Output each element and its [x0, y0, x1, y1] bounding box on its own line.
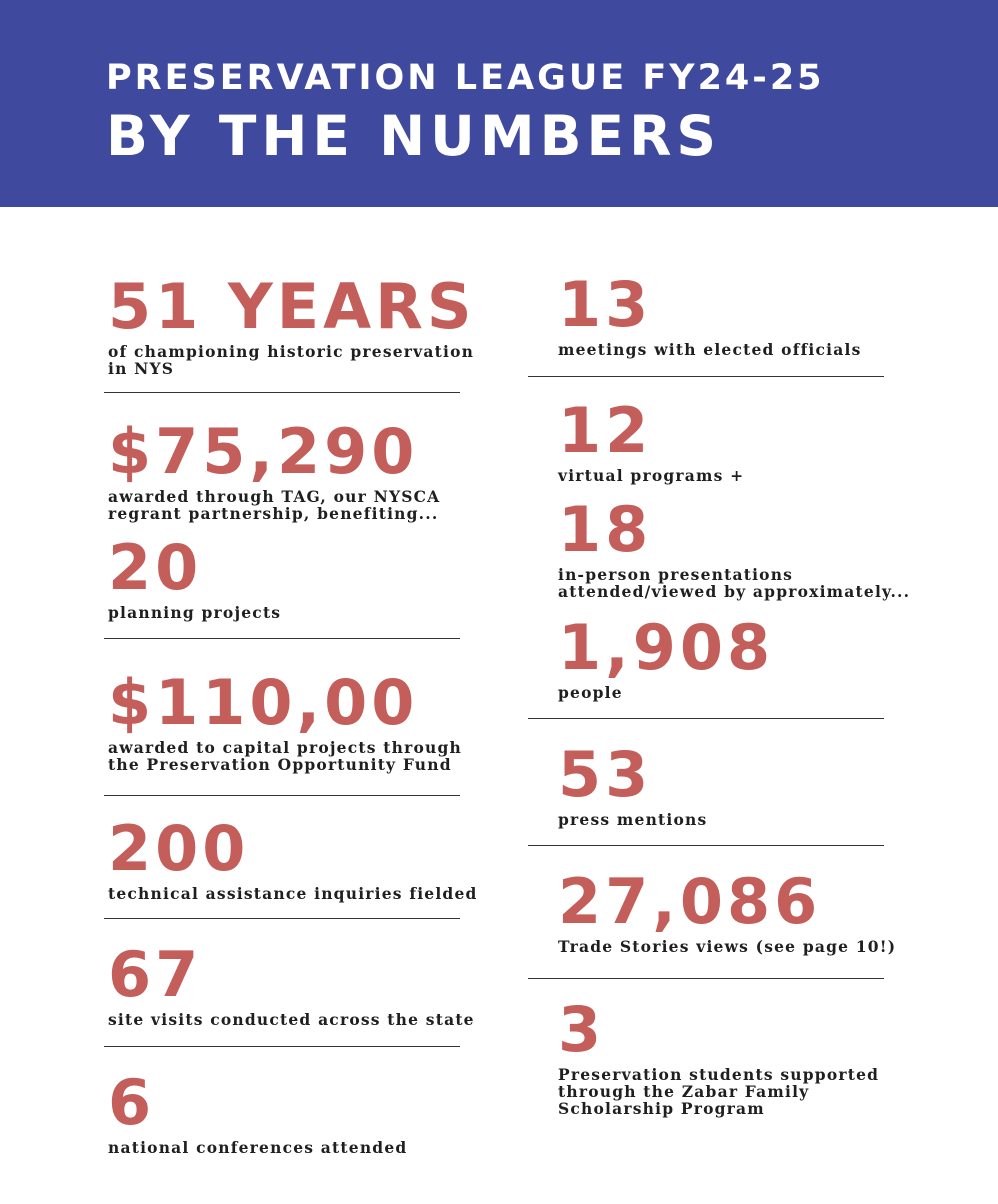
stat-label: awarded to capital projects through the Preservation Opportunity Fund: [108, 738, 462, 774]
divider: [104, 638, 460, 639]
stat-number: 3: [558, 993, 606, 1066]
stat-technical-assistance: [108, 812, 508, 903]
header-title: BY THE NUMBERS: [106, 104, 722, 168]
stat-meetings: [558, 268, 958, 359]
stat-label: virtual programs +: [558, 466, 745, 485]
stat-number: 6: [108, 1066, 156, 1139]
stat-label: planning projects: [108, 603, 282, 622]
divider: [104, 1046, 460, 1047]
header-banner: [0, 0, 998, 207]
stat-number: 27,086: [558, 865, 822, 938]
stat-label: of championing historic preservation in NYS: [108, 342, 475, 378]
stat-label: technical assistance inquiries fielded: [108, 884, 478, 903]
divider: [104, 392, 460, 393]
stat-number: $110,00: [108, 666, 419, 739]
stat-number: 200: [108, 812, 250, 885]
stat-label: Preservation students supported through the Zabar Family Scholarship Program: [558, 1065, 880, 1118]
header-subtitle: PRESERVATION LEAGUE FY24-25: [106, 58, 825, 98]
stat-people: [558, 611, 958, 702]
stat-number: $75,290: [108, 415, 419, 488]
stat-number: 12: [558, 394, 653, 467]
stat-years: [108, 270, 508, 378]
divider: [528, 376, 884, 377]
stat-conferences: [108, 1066, 508, 1157]
stat-label: awarded through TAG, our NYSCA regrant partnership, benefiting...: [108, 487, 441, 523]
stat-number: 18: [558, 493, 653, 566]
divider: [104, 795, 460, 796]
divider: [528, 978, 884, 979]
stat-site-visits: [108, 938, 508, 1029]
stat-number: 13: [558, 268, 653, 341]
stat-tag-awarded: [108, 415, 508, 523]
stat-number: 53: [558, 738, 653, 811]
divider: [528, 845, 884, 846]
stat-in-person: [558, 493, 958, 601]
stat-virtual-programs: [558, 394, 958, 485]
stat-number: 51 YEARS: [108, 270, 476, 343]
stat-trade-stories: [558, 865, 978, 956]
stat-number: 20: [108, 531, 203, 604]
stat-scholarship: [558, 993, 958, 1118]
stat-label: national conferences attended: [108, 1138, 408, 1157]
stat-label: meetings with elected officials: [558, 340, 862, 359]
stat-number: 1,908: [558, 611, 775, 684]
stat-label: in-person presentations attended/viewed by approximately...: [558, 565, 911, 601]
stat-label: Trade Stories views (see page 10!): [558, 937, 897, 956]
stat-label: site visits conducted across the state: [108, 1010, 475, 1029]
divider: [528, 718, 884, 719]
stat-press: [558, 738, 958, 829]
stat-label: people: [558, 683, 623, 702]
stat-label: press mentions: [558, 810, 708, 829]
stat-number: 67: [108, 938, 203, 1011]
divider: [104, 918, 460, 919]
stat-planning-projects: [108, 531, 508, 622]
stat-capital-projects: [108, 666, 508, 774]
